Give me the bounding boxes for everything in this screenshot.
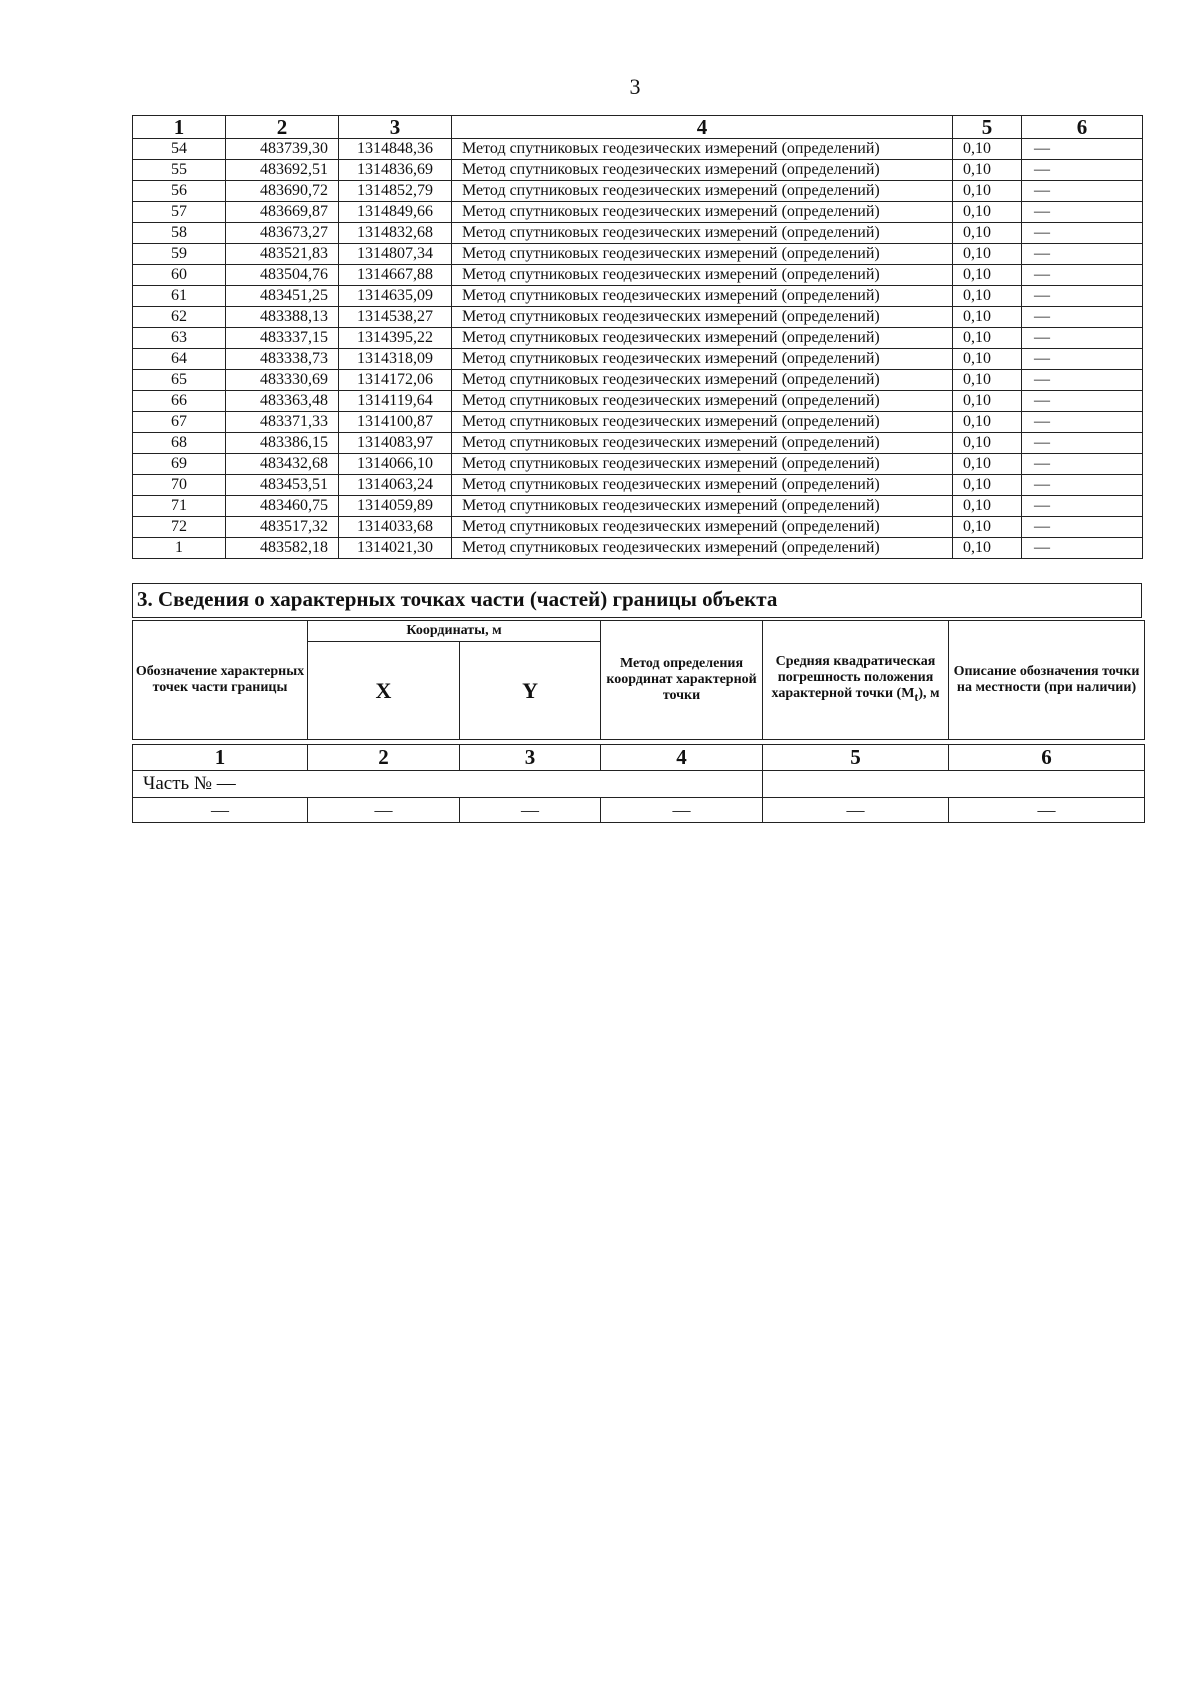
header-col-6: 6 [1022,116,1143,139]
accuracy-value: 0,10 [953,412,1022,433]
x-coordinate: 483386,15 [226,433,339,454]
table-row [133,433,1143,454]
y-coordinate: 1314083,97 [339,433,452,454]
method-text: Метод спутниковых геодезических измерений (определений) [452,475,953,496]
x-coordinate: 483673,27 [226,223,339,244]
accuracy-value: 0,10 [953,391,1022,412]
point-number: 58 [133,223,226,244]
description-value: — [1022,412,1143,433]
parts-number-row [133,745,1145,771]
method-text: Метод спутниковых геодезических измерений (определений) [452,454,953,475]
description-value: — [1022,307,1143,328]
description-header: Описание обозначения точки на местности (при наличии) [949,621,1145,740]
section-3-title: 3. Сведения о характерных точках части (частей) границы объекта [137,587,778,611]
part-label-empty [763,771,1145,798]
method-text: Метод спутниковых геодезических измерений (определений) [452,244,953,265]
table-row [133,202,1143,223]
point-number: 54 [133,139,226,160]
method-text: Метод спутниковых геодезических измерений (определений) [452,139,953,160]
x-coordinate: 483371,33 [226,412,339,433]
description-value: — [1022,202,1143,223]
empty-cell: — [949,798,1145,823]
description-value: — [1022,349,1143,370]
part-label-row [133,771,1145,798]
x-coordinate: 483521,83 [226,244,339,265]
table-row [133,370,1143,391]
accuracy-value: 0,10 [953,139,1022,160]
method-text: Метод спутниковых геодезических измерений (определений) [452,160,953,181]
table-row [133,496,1143,517]
description-value: — [1022,223,1143,244]
description-value: — [1022,265,1143,286]
num-col-2: 2 [308,745,460,771]
method-text: Метод спутниковых геодезических измерений (определений) [452,412,953,433]
description-value: — [1022,475,1143,496]
x-coordinate: 483504,76 [226,265,339,286]
point-number: 60 [133,265,226,286]
point-number: 55 [133,160,226,181]
header-col-3: 3 [339,116,452,139]
accuracy-value: 0,10 [953,244,1022,265]
method-text: Метод спутниковых геодезических измерений (определений) [452,349,953,370]
accuracy-value: 0,10 [953,517,1022,538]
y-coordinate: 1314667,88 [339,265,452,286]
description-value: — [1022,391,1143,412]
header-col-1: 1 [133,116,226,139]
description-value: — [1022,181,1143,202]
point-number: 72 [133,517,226,538]
y-coordinate: 1314395,22 [339,328,452,349]
description-value: — [1022,286,1143,307]
x-coordinate: 483432,68 [226,454,339,475]
point-number: 68 [133,433,226,454]
empty-cell: — [308,798,460,823]
table-row [133,244,1143,265]
description-value: — [1022,370,1143,391]
y-coordinate: 1314033,68 [339,517,452,538]
num-col-1: 1 [133,745,308,771]
x-coordinate: 483690,72 [226,181,339,202]
y-coordinate: 1314538,27 [339,307,452,328]
accuracy-value: 0,10 [953,328,1022,349]
accuracy-value: 0,10 [953,370,1022,391]
x-coordinate: 483582,18 [226,538,339,559]
method-text: Метод спутниковых геодезических измерений (определений) [452,433,953,454]
x-coordinate: 483692,51 [226,160,339,181]
method-text: Метод спутниковых геодезических измерений (определений) [452,202,953,223]
y-coordinate: 1314059,89 [339,496,452,517]
method-text: Метод спутниковых геодезических измерений (определений) [452,538,953,559]
description-value: — [1022,328,1143,349]
x-coordinate: 483337,15 [226,328,339,349]
method-text: Метод спутниковых геодезических измерений (определений) [452,307,953,328]
accuracy-value: 0,10 [953,433,1022,454]
y-coordinate: 1314021,30 [339,538,452,559]
y-header: Y [460,642,601,740]
point-number: 70 [133,475,226,496]
accuracy-value: 0,10 [953,223,1022,244]
point-number: 71 [133,496,226,517]
x-coordinate: 483338,73 [226,349,339,370]
description-value: — [1022,517,1143,538]
y-coordinate: 1314318,09 [339,349,452,370]
accuracy-header [763,621,949,740]
accuracy-value: 0,10 [953,286,1022,307]
table-row [133,139,1143,160]
empty-cell: — [763,798,949,823]
table-row [133,328,1143,349]
header-col-4: 4 [452,116,953,139]
method-header: Метод определения координат характерной точки [601,621,763,740]
y-coordinate: 1314852,79 [339,181,452,202]
description-value: — [1022,538,1143,559]
y-coordinate: 1314063,24 [339,475,452,496]
accuracy-value: 0,10 [953,538,1022,559]
coords-header: Координаты, м [308,621,601,642]
method-text: Метод спутниковых геодезических измерений (определений) [452,265,953,286]
header-col-2: 2 [226,116,339,139]
y-coordinate: 1314100,87 [339,412,452,433]
method-text: Метод спутниковых геодезических измерений (определений) [452,223,953,244]
parts-table [132,620,1145,823]
header-col-5: 5 [953,116,1022,139]
point-number: 62 [133,307,226,328]
description-value: — [1022,160,1143,181]
num-col-6: 6 [949,745,1145,771]
table-row [133,307,1143,328]
x-coordinate: 483739,30 [226,139,339,160]
x-coordinate: 483363,48 [226,391,339,412]
method-text: Метод спутниковых геодезических измерений (определений) [452,181,953,202]
point-number: 1 [133,538,226,559]
accuracy-value: 0,10 [953,454,1022,475]
method-text: Метод спутниковых геодезических измерений (определений) [452,370,953,391]
empty-cell: — [601,798,763,823]
method-text: Метод спутниковых геодезических измерений (определений) [452,517,953,538]
point-number: 64 [133,349,226,370]
description-value: — [1022,496,1143,517]
x-coordinate: 483517,32 [226,517,339,538]
points-table [132,115,1143,559]
method-text: Метод спутниковых геодезических измерений (определений) [452,286,953,307]
point-number: 67 [133,412,226,433]
y-coordinate: 1314832,68 [339,223,452,244]
accuracy-value: 0,10 [953,202,1022,223]
parts-header-row-1 [133,621,1145,642]
y-coordinate: 1314836,69 [339,160,452,181]
table-row [133,265,1143,286]
point-number: 65 [133,370,226,391]
point-number: 59 [133,244,226,265]
table-row [133,286,1143,307]
description-value: — [1022,139,1143,160]
accuracy-header-subscript: t [914,690,919,704]
accuracy-value: 0,10 [953,496,1022,517]
x-coordinate: 483451,25 [226,286,339,307]
table-row [133,538,1143,559]
y-coordinate: 1314635,09 [339,286,452,307]
page-number: 3 [629,74,641,99]
num-col-3: 3 [460,745,601,771]
point-number: 69 [133,454,226,475]
accuracy-value: 0,10 [953,349,1022,370]
y-coordinate: 1314119,64 [339,391,452,412]
accuracy-value: 0,10 [953,181,1022,202]
y-coordinate: 1314849,66 [339,202,452,223]
x-coordinate: 483453,51 [226,475,339,496]
point-number: 61 [133,286,226,307]
method-text: Метод спутниковых геодезических измерений (определений) [452,496,953,517]
section-3-title-box [132,583,1142,618]
y-coordinate: 1314066,10 [339,454,452,475]
y-coordinate: 1314807,34 [339,244,452,265]
table-row [133,391,1143,412]
y-coordinate: 1314848,36 [339,139,452,160]
part-label: Часть № — [133,771,763,798]
table-row [133,475,1143,496]
accuracy-header-text: Средняя квадратическая погрешность положения характерной точки (M [771,654,936,702]
x-coordinate: 483460,75 [226,496,339,517]
empty-cell: — [460,798,601,823]
accuracy-value: 0,10 [953,265,1022,286]
table-row [133,454,1143,475]
accuracy-value: 0,10 [953,160,1022,181]
x-coordinate: 483330,69 [226,370,339,391]
point-number: 57 [133,202,226,223]
accuracy-value: 0,10 [953,307,1022,328]
table-row [133,517,1143,538]
table-row [133,223,1143,244]
num-col-5: 5 [763,745,949,771]
accuracy-value: 0,10 [953,475,1022,496]
method-text: Метод спутниковых геодезических измерений (определений) [452,328,953,349]
table-row [133,412,1143,433]
points-table-header [133,116,1143,139]
x-coordinate: 483388,13 [226,307,339,328]
num-col-4: 4 [601,745,763,771]
description-value: — [1022,433,1143,454]
table-row [133,160,1143,181]
description-value: — [1022,244,1143,265]
point-number: 66 [133,391,226,412]
empty-cell: — [133,798,308,823]
point-number: 56 [133,181,226,202]
y-coordinate: 1314172,06 [339,370,452,391]
x-header: X [308,642,460,740]
method-text: Метод спутниковых геодезических измерений (определений) [452,391,953,412]
accuracy-header-tail: ), м [918,686,940,702]
designation-header: Обозначение характерных точек части границы [133,621,308,740]
part-empty-row [133,798,1145,823]
x-coordinate: 483669,87 [226,202,339,223]
table-row [133,181,1143,202]
table-row [133,349,1143,370]
point-number: 63 [133,328,226,349]
description-value: — [1022,454,1143,475]
